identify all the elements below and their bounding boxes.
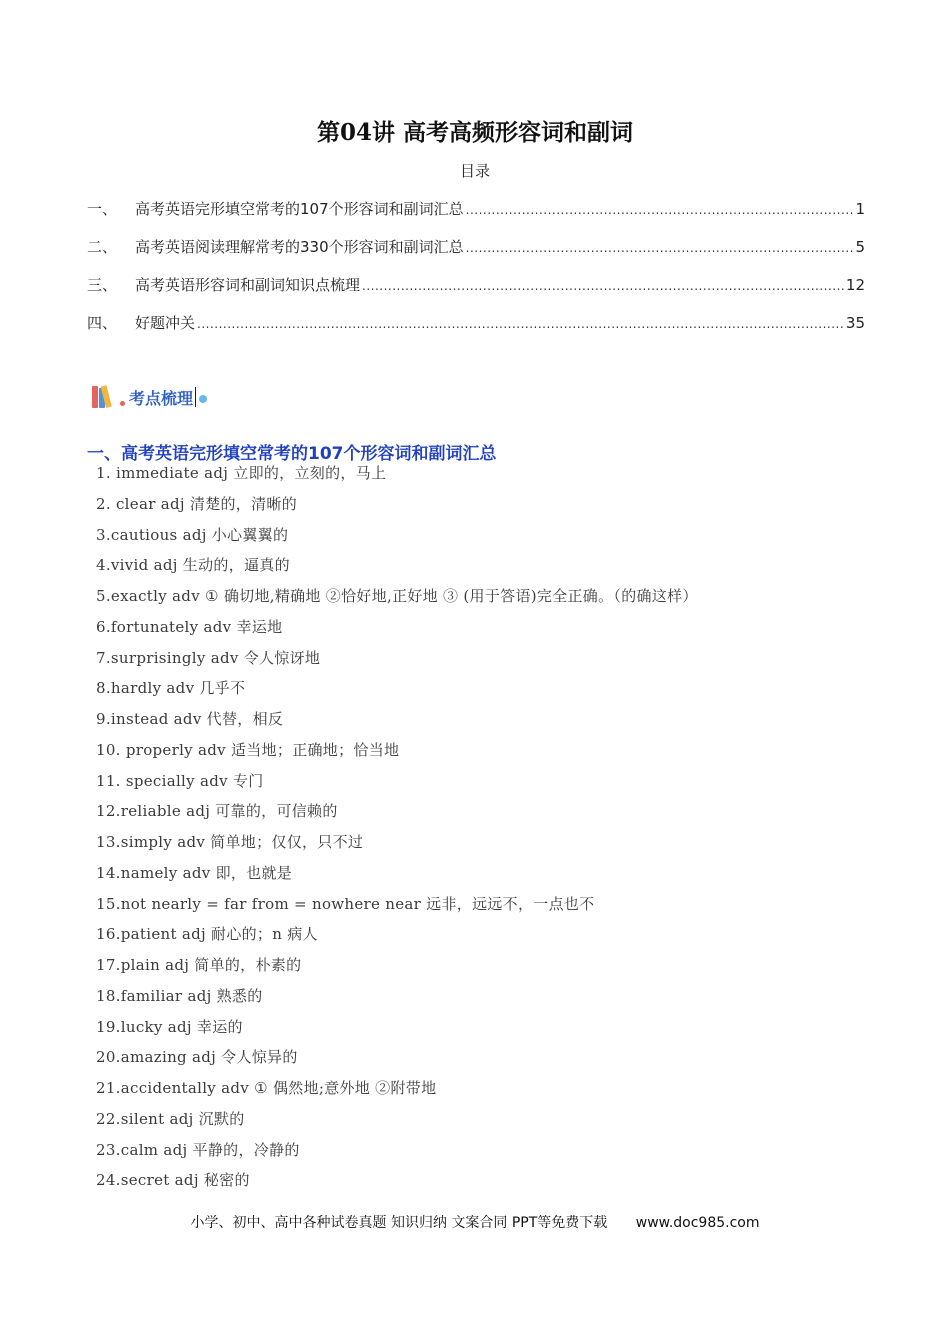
toc-entry[interactable] <box>87 236 865 274</box>
list-item: 10. properly adv 适当地；正确地；恰当地 <box>96 740 400 759</box>
list-item: 24.secret adj 秘密的 <box>96 1171 250 1190</box>
toc-entry-number: 四、 <box>87 314 118 332</box>
list-item: 15.not nearly = far from = nowhere near 远非，远远不，一点也不 <box>96 894 595 913</box>
list-item: 19.lucky adj 幸运的 <box>96 1017 243 1036</box>
list-item: 4.vivid adj 生动的，逼真的 <box>96 556 290 575</box>
toc-entry-number: 三、 <box>87 276 118 294</box>
list-item: 14.namely adv 即，也就是 <box>96 863 293 882</box>
banner-label: 考点梳理 <box>129 388 194 408</box>
toc-dot-leader <box>466 241 854 255</box>
list-item: 12.reliable adj 可靠的，可信赖的 <box>96 802 338 821</box>
list-item: 5.exactly adv ① 确切地,精确地 ②恰好地,正好地 ③ (用于答语)完全正确。（的确这样） <box>96 587 698 605</box>
vocabulary-list <box>96 461 698 1199</box>
footer-site-link[interactable]: www.doc985.com <box>635 1215 760 1231</box>
toc-entry-page: 35 <box>845 314 865 332</box>
text-cursor <box>195 387 196 407</box>
decorative-dot-icon <box>120 401 125 406</box>
table-of-contents <box>87 198 865 350</box>
list-item: 11. specially adv 专门 <box>96 771 264 790</box>
list-item: 18.familiar adj 熟悉的 <box>96 986 263 1005</box>
toc-entry-page: 5 <box>855 238 865 256</box>
footer-text: 小学、初中、高中各种试卷真题 知识归纳 文案合同 PPT等免费下载 <box>190 1215 608 1231</box>
list-item: 21.accidentally adv ① 偶然地;意外地 ②附带地 <box>96 1079 437 1097</box>
toc-entry-label: 高考英语形容词和副词知识点梳理 <box>135 276 361 294</box>
list-item: 9.instead adv 代替，相反 <box>96 710 284 728</box>
toc-entry-number: 二、 <box>87 238 118 256</box>
section-heading: 一、高考英语完形填空常考的107个形容词和副词汇总 <box>87 444 497 464</box>
toc-entry[interactable] <box>87 274 865 312</box>
list-item: 16.patient adj 耐心的；n 病人 <box>96 925 318 944</box>
list-item: 23.calm adj 平静的，冷静的 <box>96 1140 300 1159</box>
books-icon <box>92 384 120 410</box>
toc-entry[interactable] <box>87 198 865 236</box>
toc-entry-page: 12 <box>845 276 865 294</box>
list-item: 6.fortunately adv 幸运地 <box>96 617 283 636</box>
document-title: 第04讲 高考高频形容词和副词 <box>316 119 633 146</box>
toc-dot-leader <box>197 317 844 331</box>
toc-caption: 目录 <box>459 162 490 180</box>
list-item: 20.amazing adj 令人惊异的 <box>96 1048 298 1067</box>
list-item: 17.plain adj 简单的，朴素的 <box>96 956 302 974</box>
toc-entry-label: 高考英语阅读理解常考的330个形容词和副词汇总 <box>135 238 464 256</box>
page-footer <box>0 1212 950 1232</box>
toc-entry-number: 一、 <box>87 200 118 218</box>
list-item: 2. clear adj 清楚的，清晰的 <box>96 494 298 513</box>
list-item: 8.hardly adv 几乎不 <box>96 679 246 698</box>
list-item: 7.surprisingly adv 令人惊讶地 <box>96 648 321 667</box>
toc-entry-label: 好题冲关 <box>135 314 196 332</box>
list-item: 13.simply adv 简单地；仅仅，只不过 <box>96 833 364 851</box>
toc-dot-leader <box>466 203 854 217</box>
list-item: 1. immediate adj 立即的，立刻的，马上 <box>96 464 387 482</box>
list-item: 3.cautious adj 小心翼翼的 <box>96 525 289 544</box>
toc-entry[interactable] <box>87 312 865 350</box>
list-item: 22.silent adj 沉默的 <box>96 1109 245 1128</box>
section-banner <box>92 382 207 412</box>
decorative-dot-icon <box>199 395 207 403</box>
toc-entry-label: 高考英语完形填空常考的107个形容词和副词汇总 <box>135 200 464 218</box>
toc-dot-leader <box>362 279 844 293</box>
toc-entry-page: 1 <box>855 200 865 218</box>
